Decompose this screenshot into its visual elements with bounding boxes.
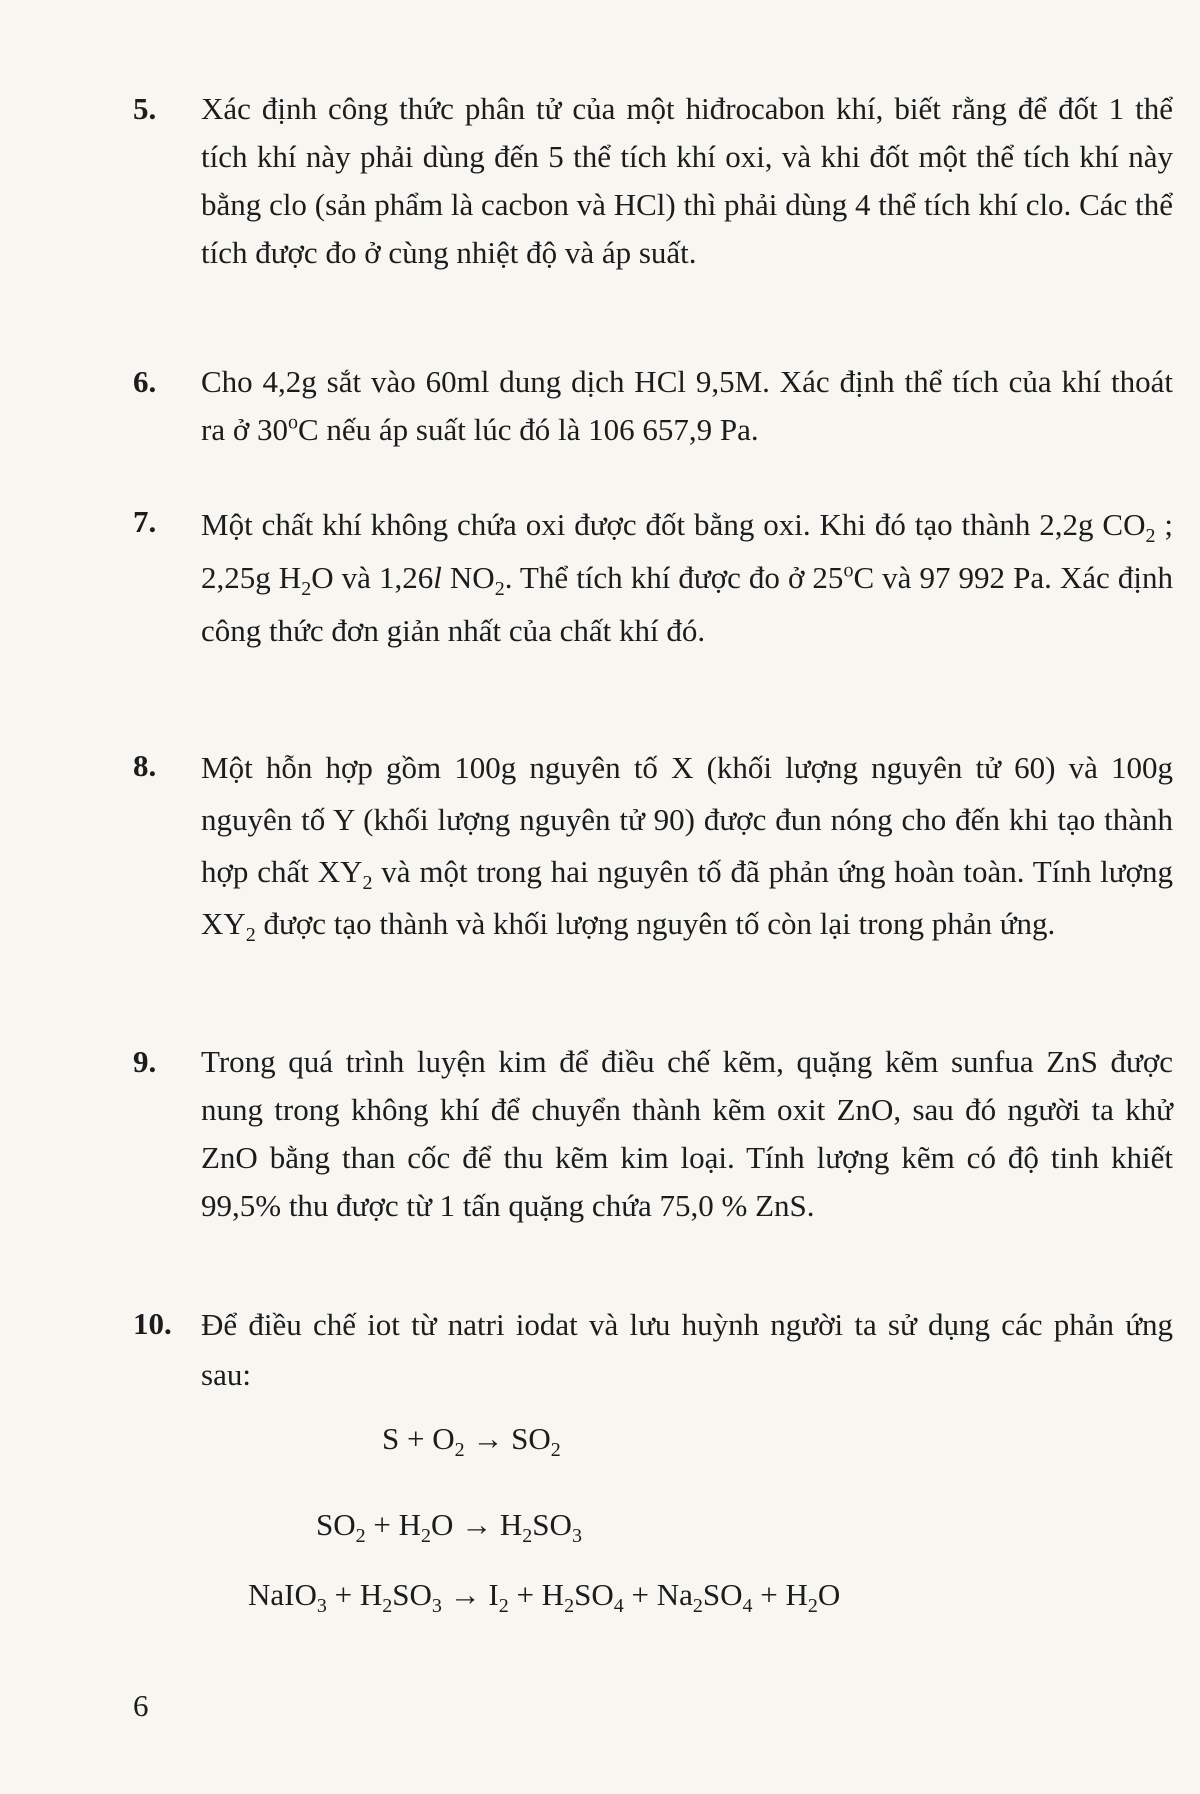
problem-number: 9. [133,1044,157,1079]
problem-number: 10. [133,1306,172,1341]
equation-1: $S + O_2 \to SO_2$ [382,1421,561,1462]
problem-6 [133,358,1173,454]
problem-text: Một chất khí không chứa oxi được đốt bằng oxi. Khi đó tạo thành 2,2g $CO_2$ ; 2,25g $H_2O$ và 1,26l $NO_2$. Thể tích khí được đo ở 25$^o$C và 97 992 Pa. Xác định công thức đơn giản nhất của chất khí đó. [201,507,1173,648]
problem-10 [133,1300,1173,1400]
problem-text: Trong quá trình luyện kim để điều chế kẽm, quặng kẽm sunfua ZnS được nung trong không khí để chuyển thành kẽm oxit ZnO, sau đó người ta khử ZnO bằng than cốc để thu kẽm kim loại. Tính lượng kẽm có độ tinh khiết 99,5% thu được từ 1 tấn quặng chứa 75,0 % ZnS. [201,1044,1173,1223]
page-number: 6 [133,1688,149,1723]
equation-3: NaIO$_3$ + $H_2SO_3 \to I_2 + H_2SO_4 + Na_2SO_4 + H_2O$ [248,1577,841,1618]
problem-text: Một hỗn hợp gồm 100g nguyên tố X (khối lượng nguyên tử 60) và 100g nguyên tố Y (khối lượng nguyên tử 90) được đun nóng cho đến khi tạo thành hợp chất $XY_2$ và một trong hai nguyên tố đã phản ứng hoàn toàn. Tính lượng $XY_2$ được tạo thành và khối lượng nguyên tố còn lại trong phản ứng. [201,750,1173,947]
problem-5 [133,85,1173,277]
problem-8 [133,742,1173,950]
problem-text: Để điều chế iot từ natri iodat và lưu huỳnh người ta sử dụng các phản ứng sau: [201,1307,1173,1392]
problem-text: Cho 4,2g sắt vào 60ml dung dịch HCl 9,5M. Xác định thể tích của khí thoát ra ở 30$^o$C nếu áp suất lúc đó là 106 657,9 Pa. [201,364,1173,447]
problem-number: 5. [133,91,157,126]
problem-text: Xác định công thức phân tử của một hiđrocabon khí, biết rằng để đốt 1 thể tích khí này phải dùng đến 5 thể tích khí oxi, và khi đốt một thể tích khí này bằng clo (sản phẩm là cacbon và HCl) thì phải dùng 4 thể tích khí clo. Các thể tích được đo ở cùng nhiệt độ và áp suất. [201,91,1173,270]
problem-number: 6. [133,364,157,399]
problem-number: 7. [133,504,157,539]
problem-number: 8. [133,748,157,783]
problem-9 [133,1038,1173,1230]
problem-7 [133,498,1173,657]
equation-2: $SO_2 + H_2O \to H_2SO_3$ [316,1507,582,1548]
